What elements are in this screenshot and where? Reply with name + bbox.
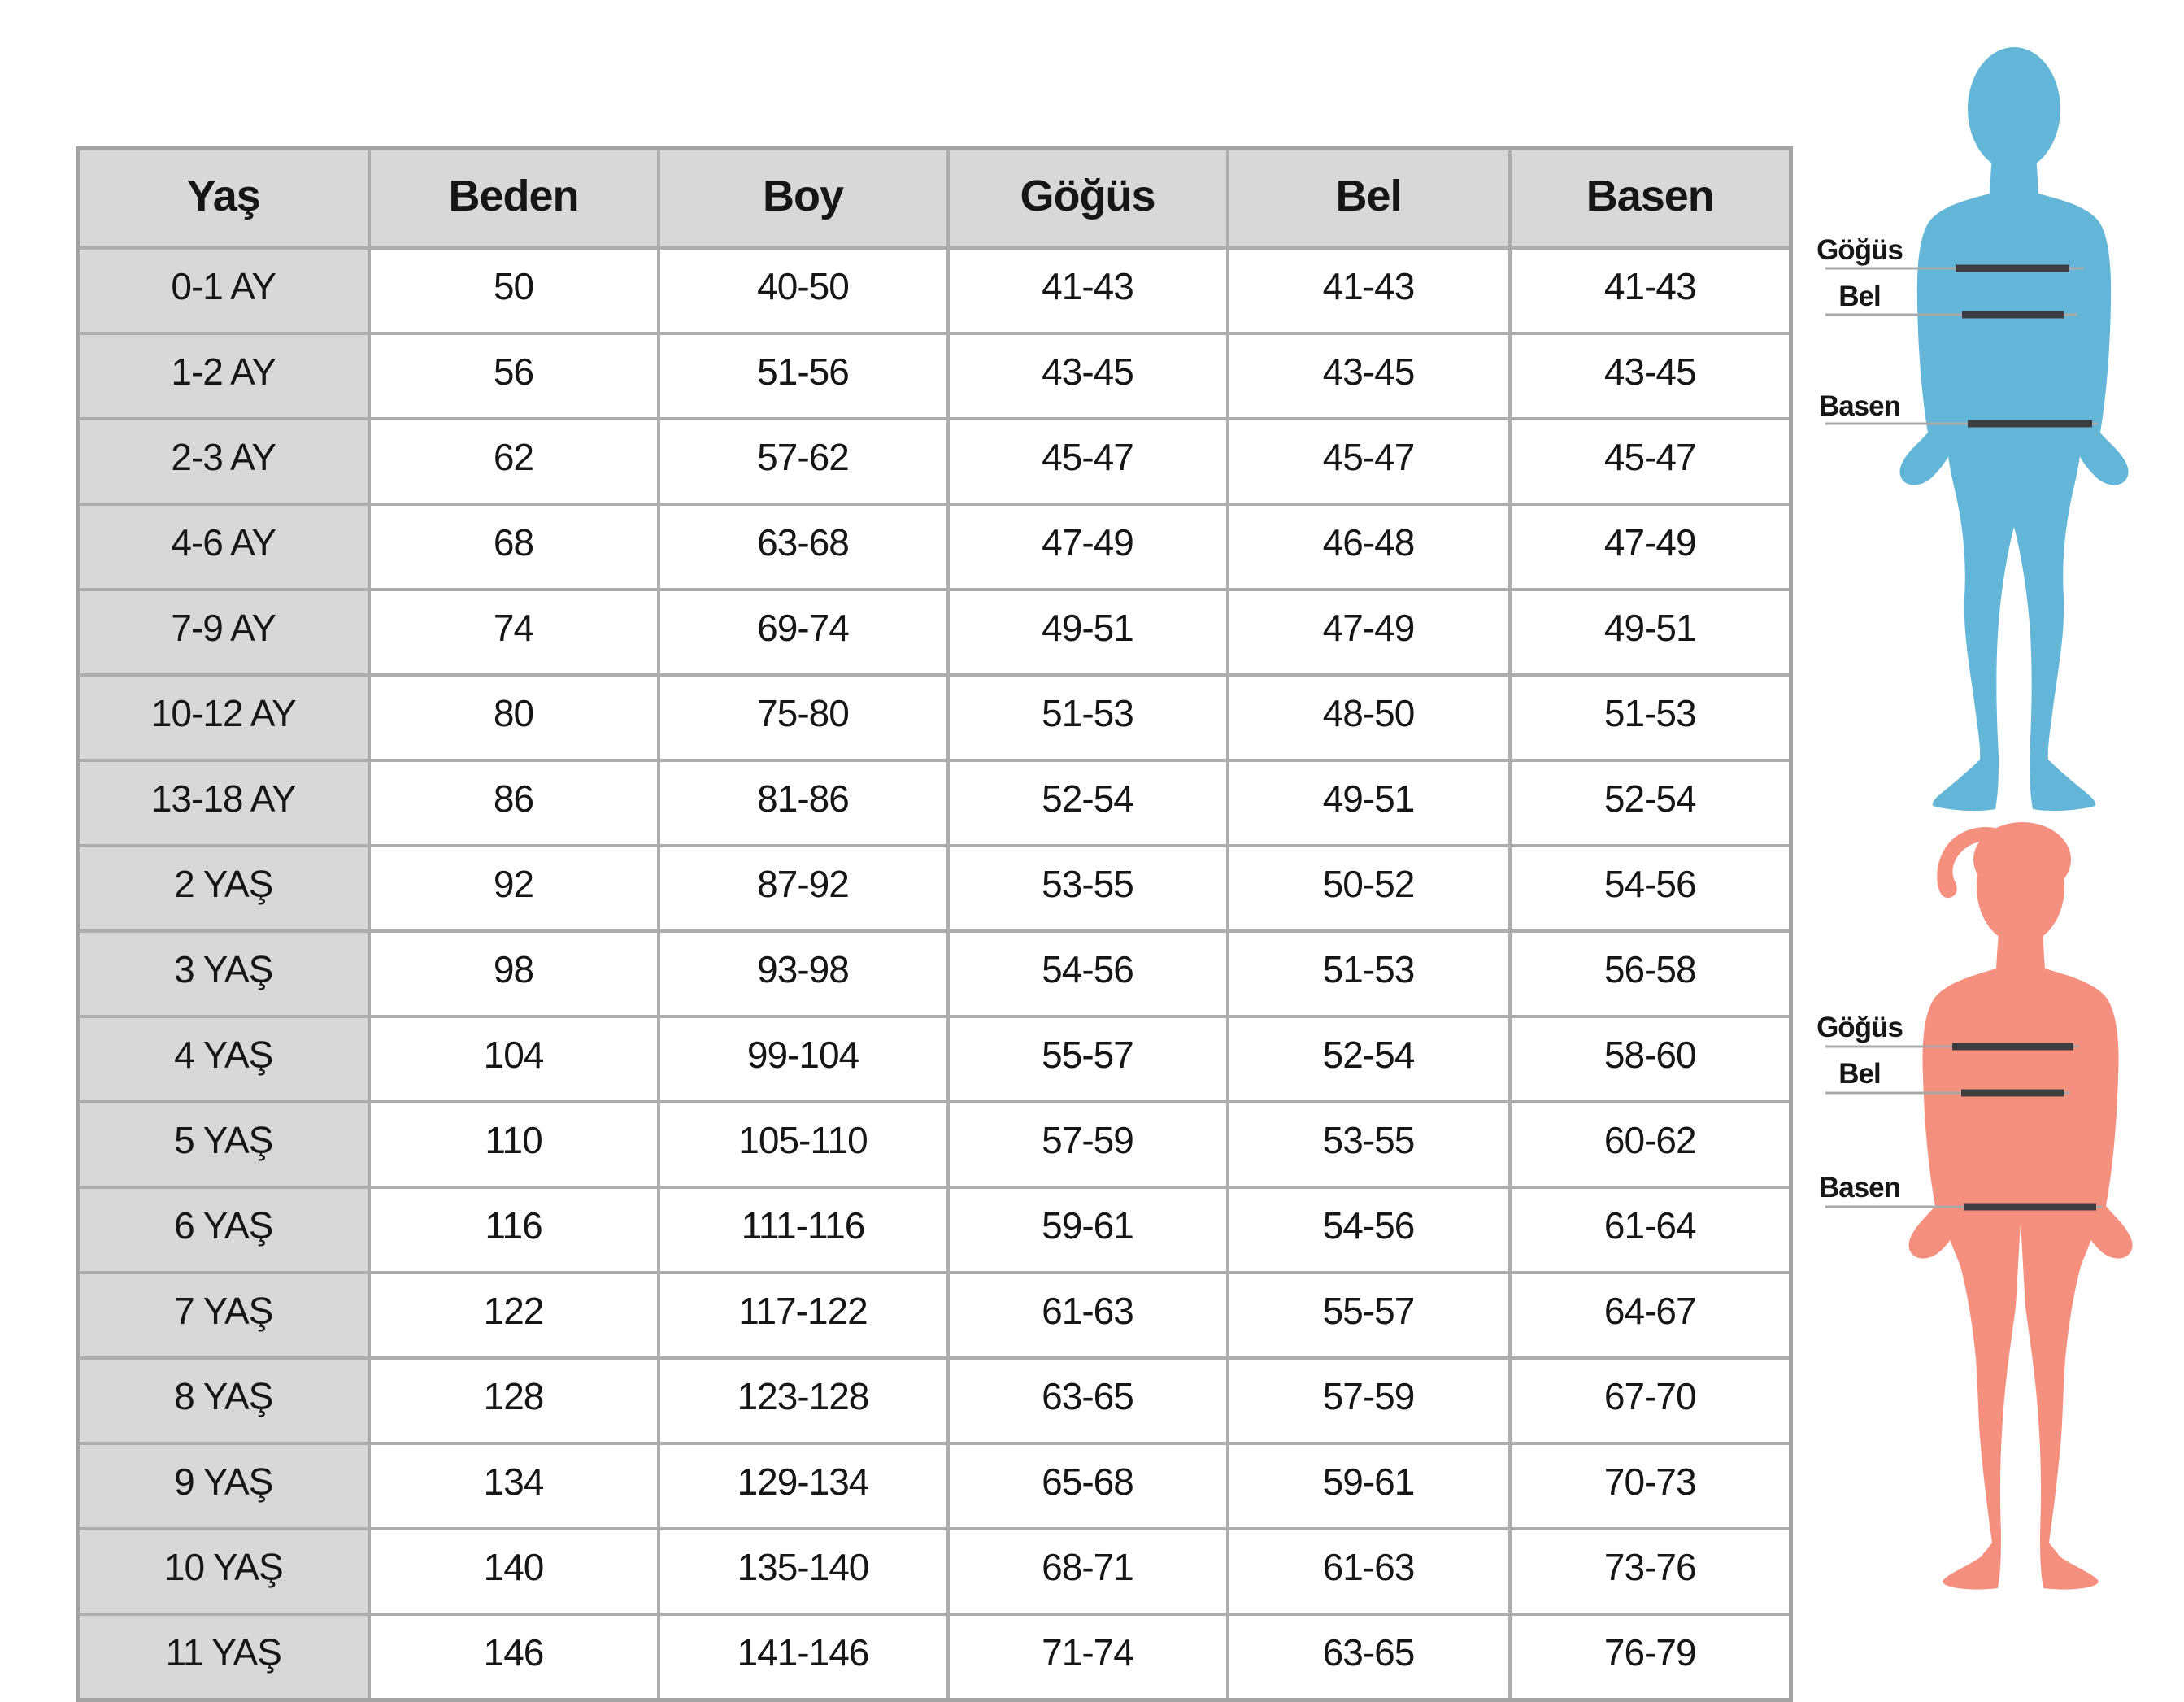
value-cell: 56: [369, 333, 659, 419]
table-row: [78, 1529, 1791, 1614]
value-cell: 49-51: [1228, 760, 1510, 846]
value-cell: 53-55: [1228, 1102, 1510, 1187]
value-cell: 45-47: [948, 419, 1228, 504]
value-cell: 68-71: [948, 1529, 1228, 1614]
value-cell: 51-53: [1510, 675, 1791, 760]
value-cell: 99-104: [659, 1016, 948, 1102]
column-header: Yaş: [78, 149, 369, 249]
value-cell: 53-55: [948, 846, 1228, 931]
value-cell: 98: [369, 931, 659, 1016]
value-cell: 135-140: [659, 1529, 948, 1614]
age-cell: 8 YAŞ: [78, 1358, 369, 1443]
value-cell: 64-67: [1510, 1273, 1791, 1358]
age-cell: 11 YAŞ: [78, 1614, 369, 1700]
value-cell: 45-47: [1510, 419, 1791, 504]
value-cell: 134: [369, 1443, 659, 1529]
boy-silhouette: [1900, 146, 2129, 811]
table-row: [78, 760, 1791, 846]
size-table: [76, 146, 1793, 1702]
value-cell: 41-43: [1228, 248, 1510, 333]
value-cell: 62: [369, 419, 659, 504]
age-cell: 9 YAŞ: [78, 1443, 369, 1529]
value-cell: 61-64: [1510, 1187, 1791, 1273]
value-cell: 49-51: [948, 590, 1228, 675]
value-cell: 49-51: [1510, 590, 1791, 675]
value-cell: 74: [369, 590, 659, 675]
age-cell: 2-3 AY: [78, 419, 369, 504]
girl-chest-label: Göğüs: [1816, 1012, 1903, 1043]
column-header: Basen: [1510, 149, 1791, 249]
value-cell: 65-68: [948, 1443, 1228, 1529]
value-cell: 43-45: [1228, 333, 1510, 419]
age-cell: 4-6 AY: [78, 504, 369, 590]
girl-waist-label: Bel: [1838, 1058, 1881, 1090]
boy-waist-label: Bel: [1838, 281, 1881, 312]
age-cell: 13-18 AY: [78, 760, 369, 846]
value-cell: 41-43: [1510, 248, 1791, 333]
table-row: [78, 675, 1791, 760]
value-cell: 45-47: [1228, 419, 1510, 504]
value-cell: 58-60: [1510, 1016, 1791, 1102]
age-cell: 5 YAŞ: [78, 1102, 369, 1187]
age-cell: 4 YAŞ: [78, 1016, 369, 1102]
value-cell: 86: [369, 760, 659, 846]
girl-silhouette: [1909, 925, 2133, 1590]
value-cell: 54-56: [1510, 846, 1791, 931]
value-cell: 75-80: [659, 675, 948, 760]
header-row: [78, 149, 1791, 249]
value-cell: 76-79: [1510, 1614, 1791, 1700]
table-row: [78, 1273, 1791, 1358]
table-row: [78, 590, 1791, 675]
table-row: [78, 333, 1791, 419]
value-cell: 51-53: [1228, 931, 1510, 1016]
value-cell: 55-57: [1228, 1273, 1510, 1358]
value-cell: 117-122: [659, 1273, 948, 1358]
value-cell: 57-59: [1228, 1358, 1510, 1443]
age-cell: 1-2 AY: [78, 333, 369, 419]
value-cell: 50-52: [1228, 846, 1510, 931]
age-cell: 0-1 AY: [78, 248, 369, 333]
age-cell: 7-9 AY: [78, 590, 369, 675]
value-cell: 57-62: [659, 419, 948, 504]
girl-figure: [1785, 809, 2184, 1618]
table-row: [78, 931, 1791, 1016]
value-cell: 59-61: [1228, 1443, 1510, 1529]
value-cell: 50: [369, 248, 659, 333]
value-cell: 43-45: [1510, 333, 1791, 419]
value-cell: 122: [369, 1273, 659, 1358]
value-cell: 128: [369, 1358, 659, 1443]
value-cell: 67-70: [1510, 1358, 1791, 1443]
value-cell: 47-49: [1228, 590, 1510, 675]
table-row: [78, 504, 1791, 590]
value-cell: 46-48: [1228, 504, 1510, 590]
value-cell: 140: [369, 1529, 659, 1614]
value-cell: 92: [369, 846, 659, 931]
age-cell: 2 YAŞ: [78, 846, 369, 931]
table-row: [78, 1443, 1791, 1529]
age-cell: 10-12 AY: [78, 675, 369, 760]
age-cell: 10 YAŞ: [78, 1529, 369, 1614]
value-cell: 60-62: [1510, 1102, 1791, 1187]
value-cell: 111-116: [659, 1187, 948, 1273]
age-cell: 7 YAŞ: [78, 1273, 369, 1358]
age-cell: 3 YAŞ: [78, 931, 369, 1016]
value-cell: 105-110: [659, 1102, 948, 1187]
table-body: [78, 248, 1791, 1700]
value-cell: 54-56: [948, 931, 1228, 1016]
value-cell: 73-76: [1510, 1529, 1791, 1614]
value-cell: 110: [369, 1102, 659, 1187]
value-cell: 116: [369, 1187, 659, 1273]
boy-chest-label: Göğüs: [1816, 234, 1903, 266]
value-cell: 41-43: [948, 248, 1228, 333]
value-cell: 146: [369, 1614, 659, 1700]
table-row: [78, 1187, 1791, 1273]
value-cell: 56-58: [1510, 931, 1791, 1016]
value-cell: 80: [369, 675, 659, 760]
age-cell: 6 YAŞ: [78, 1187, 369, 1273]
value-cell: 51-53: [948, 675, 1228, 760]
value-cell: 48-50: [1228, 675, 1510, 760]
value-cell: 93-98: [659, 931, 948, 1016]
value-cell: 63-65: [1228, 1614, 1510, 1700]
value-cell: 61-63: [1228, 1529, 1510, 1614]
table-row: [78, 1358, 1791, 1443]
column-header: Bel: [1228, 149, 1510, 249]
column-header: Boy: [659, 149, 948, 249]
column-header: Beden: [369, 149, 659, 249]
value-cell: 63-68: [659, 504, 948, 590]
value-cell: 104: [369, 1016, 659, 1102]
value-cell: 71-74: [948, 1614, 1228, 1700]
girl-hips-label: Basen: [1818, 1172, 1901, 1204]
table-row: [78, 1614, 1791, 1700]
value-cell: 40-50: [659, 248, 948, 333]
column-header: Göğüs: [948, 149, 1228, 249]
value-cell: 51-56: [659, 333, 948, 419]
boy-hips-label: Basen: [1818, 390, 1901, 422]
value-cell: 87-92: [659, 846, 948, 931]
value-cell: 81-86: [659, 760, 948, 846]
value-cell: 57-59: [948, 1102, 1228, 1187]
value-cell: 69-74: [659, 590, 948, 675]
value-cell: 63-65: [948, 1358, 1228, 1443]
boy-figure: [1785, 33, 2184, 813]
value-cell: 129-134: [659, 1443, 948, 1529]
table-row: [78, 419, 1791, 504]
table-row: [78, 248, 1791, 333]
value-cell: 123-128: [659, 1358, 948, 1443]
value-cell: 52-54: [1510, 760, 1791, 846]
table-row: [78, 1016, 1791, 1102]
value-cell: 70-73: [1510, 1443, 1791, 1529]
table-row: [78, 846, 1791, 931]
value-cell: 55-57: [948, 1016, 1228, 1102]
value-cell: 43-45: [948, 333, 1228, 419]
value-cell: 59-61: [948, 1187, 1228, 1273]
value-cell: 52-54: [1228, 1016, 1510, 1102]
value-cell: 47-49: [948, 504, 1228, 590]
value-cell: 52-54: [948, 760, 1228, 846]
table-row: [78, 1102, 1791, 1187]
value-cell: 68: [369, 504, 659, 590]
value-cell: 54-56: [1228, 1187, 1510, 1273]
value-cell: 47-49: [1510, 504, 1791, 590]
value-cell: 141-146: [659, 1614, 948, 1700]
value-cell: 61-63: [948, 1273, 1228, 1358]
